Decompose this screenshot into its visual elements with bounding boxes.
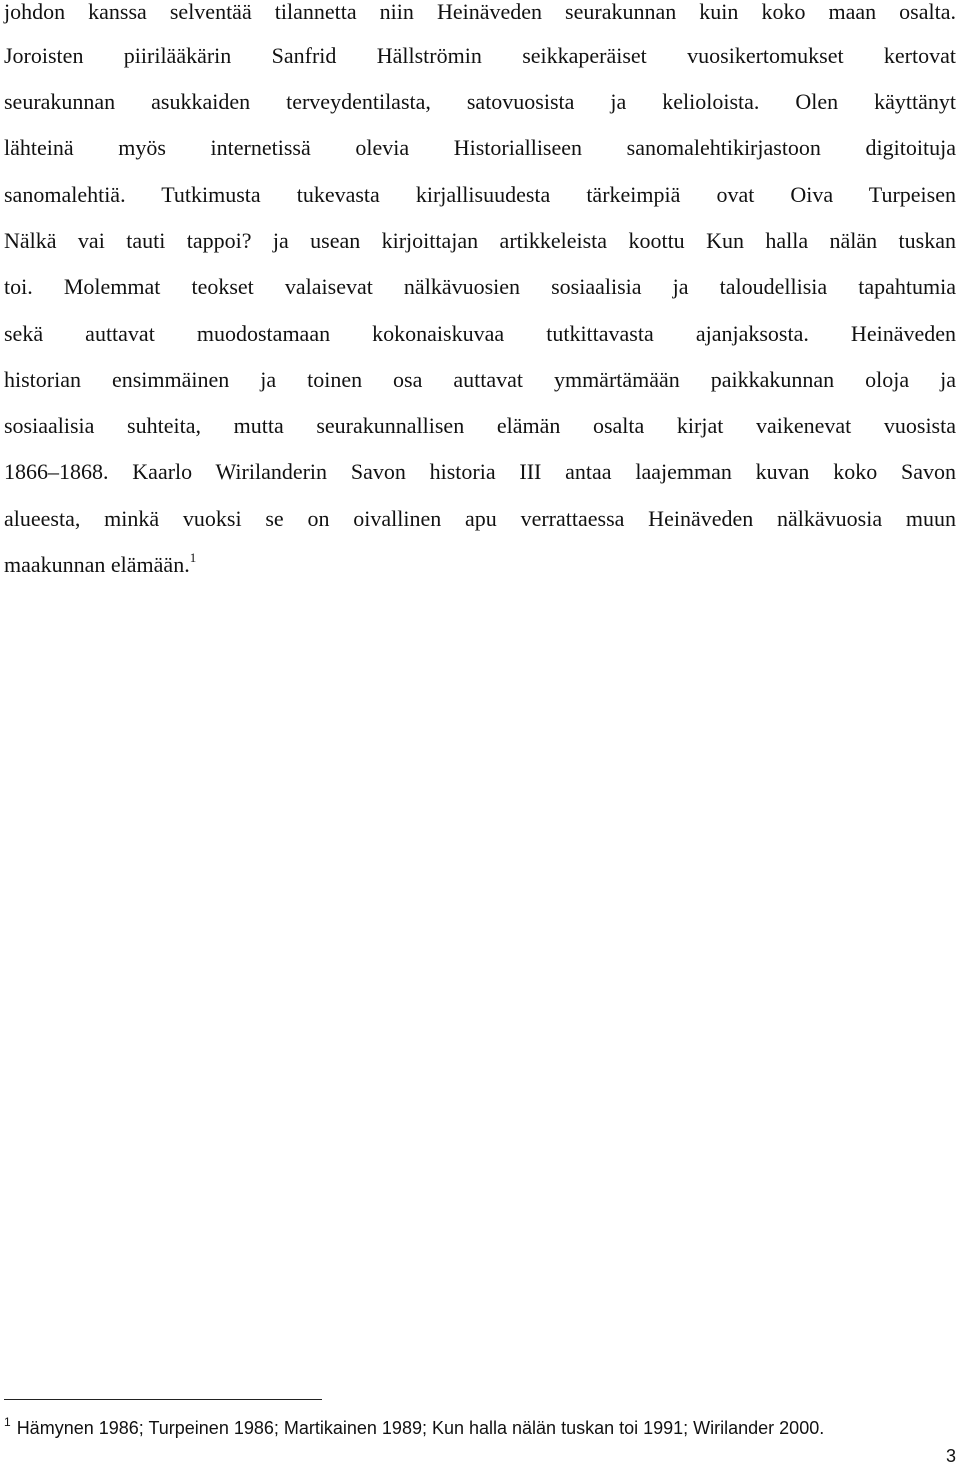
page-number: 3: [945, 1446, 956, 1466]
footnote-separator: [4, 1399, 322, 1400]
paragraph-line: toi. Molemmat teokset valaisevat nälkävuosien sosiaalisia ja taloudellisia tapahtumia: [4, 274, 956, 299]
paragraph-line: sosiaalisia suhteita, mutta seurakunnallisen elämän osalta kirjat vaikenevat vuosista: [4, 413, 956, 438]
footnote-marker: 1: [4, 1415, 11, 1429]
footnote-text: Hämynen 1986; Turpeinen 1986; Martikainen 1989; Kun halla nälän tuskan toi 1991; Wirilander 2000.: [16, 1418, 825, 1438]
paragraph-line: sanomalehtiä. Tutkimusta tukevasta kirjallisuudesta tärkeimpiä ovat Oiva Turpeisen: [4, 182, 956, 207]
paragraph-line: historian ensimmäinen ja toinen osa auttavat ymmärtämään paikkakunnan oloja ja: [4, 367, 956, 392]
paragraph-line: maakunnan elämään.: [4, 552, 190, 577]
footnote-reference[interactable]: 1: [189, 550, 197, 565]
paragraph-line: johdon kanssa selventää tilannetta niin Heinäveden seurakunnan kuin koko maan osalta.: [4, 0, 956, 24]
paragraph-line: lähteinä myös internetissä olevia Historialliseen sanomalehtikirjastoon digitoituja: [4, 135, 956, 160]
paragraph-line: Joroisten piirilääkärin Sanfrid Hällströmin seikkaperäiset vuosikertomukset kertovat: [4, 43, 956, 68]
paragraph-line: sekä auttavat muodostamaan kokonaiskuvaa tutkittavasta ajanjaksosta. Heinäveden: [4, 321, 956, 346]
footnote: [4, 1414, 956, 1442]
paragraph-line: seurakunnan asukkaiden terveydentilasta, satovuosista ja kelioloista. Olen käyttänyt: [4, 89, 956, 114]
paragraph-line: alueesta, minkä vuoksi se on oivallinen apu verrattaessa Heinäveden nälkävuosia muun: [4, 506, 956, 531]
paragraph-last-line: [4, 550, 956, 580]
paragraph-line: 1866–1868. Kaarlo Wirilanderin Savon historia III antaa laajemman kuvan koko Savon: [4, 459, 956, 484]
paragraph-line: Nälkä vai tauti tappoi? ja usean kirjoittajan artikkeleista koottu Kun halla nälän tuskan: [4, 228, 956, 253]
